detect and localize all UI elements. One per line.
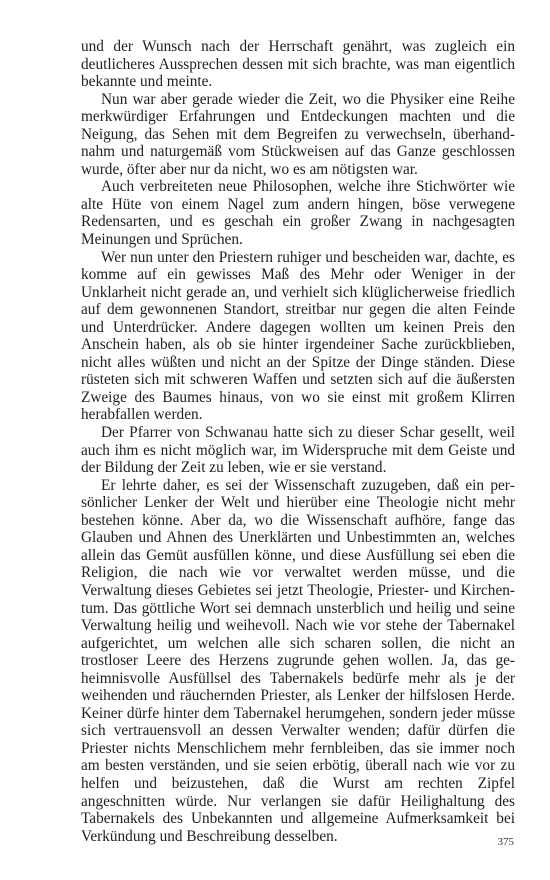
paragraph: Er lehrte daher, es sei der Wissenschaft zuzugeben, daß ein persönlicher Lenker der Welt und hierüber eine Theologie nicht mehr bestehen könne. Aber da, wo die Wissenschaft aufhöre, fange das Glauben und Ahnen des Unerklärten und Unbestimmten an, welches allein das Gemüt ausfüllen könne, und diese Ausfüllung sei eben die Religion, die nach wie vor verwaltet werden müsse, und die Verwaltung dieses Gebietes sei jetzt Theologie, Priester- und Kirchentum. Das göttliche Wort sei demnach unsterblich und heilig und seine Verwaltung heilig und weihevoll. Nach wie vor stehe der Tabernakel aufgerichtet, um welchen alle sich scharen sollen, die nicht an trostloser Leere des Herzens zugrunde gehen wollen. Ja, das geheimnisvolle Ausfüllsel des Tabernakels bedürfe mehr als je der weihenden und räuchernden Priester, als Lenker der hilfslosen Herde. Keiner dürfe hinter dem Tabernakel herumgehen, sondern jeder müsse sich vertrauensvoll an dessen Verwalter wenden; dafür dürfen die Priester nichts Menschlichem mehr fernbleiben, das sie immer noch am besten verständen, und sie seien erbötig, überall nach wie vor zu helfen und beizustehen, daß die Wurst am rechten Zipfel angeschnitten würde. Nur verlangen sie dafür Heilighaltung des Tabernakels des Unbekannten und allgemeine Aufmerksamkeit bei Verkündung und Beschreibung desselben. (81, 476, 515, 845)
page-number: 375 (497, 836, 514, 848)
paragraph: Auch verbreiteten neue Philosophen, welche ihre Stichwörter wie alte Hüte von einem Nagel zum andern hingen, böse verwegene Redensarten, und es geschah ein großer Zwang in nachgesagten Meinungen und Sprüchen. (81, 178, 515, 249)
paragraph-continued: und der Wunsch nach der Herrschaft genährt, was zugleich ein deutlicheres Aussprechen dessen mit sich brachte, was man eigentlich bekannte und meinte. (81, 38, 515, 91)
paragraph: Wer nun unter den Priestern ruhiger und bescheiden war, dachte, es komme auf ein gewisses Maß des Mehr oder Weniger in der Unklarheit nicht gerade an, und verhielt sich klüglicherweise friedlich auf dem gewonnenen Standort, streitbar nur gegen die alten Feinde und Unterdrücker. Andere dagegen wollten um keinen Preis den Anschein haben, als ob sie hinter irgendeiner Sache zurückblieben, nicht alles wüßten und nicht an der Spitze der Dinge ständen. Diese rüsteten sich mit schweren Waffen und setzten sich auf die äußersten Zweige des Baumes hinaus, von wo sie einst mit großem Klirren herabfallen werden. (81, 248, 515, 424)
paragraph: Der Pfarrer von Schwanau hatte sich zu dieser Schar gesellt, weil auch ihm es nicht möglich war, im Widerspruche mit dem Geiste und der Bildung der Zeit zu leben, wie er sie verstand. (81, 424, 515, 477)
body-text (81, 38, 515, 845)
paragraph: Nun war aber gerade wieder die Zeit, wo die Physiker eine Reihe merkwürdiger Erfahrungen und Entdeckungen machten und die Neigung, das Sehen mit dem Begreifen zu verwechseln, überhandnahm und naturgemäß vom Stückweisen auf das Ganze geschlossen wurde, öfter aber nur da nicht, wo es am nötigsten war. (81, 90, 515, 178)
